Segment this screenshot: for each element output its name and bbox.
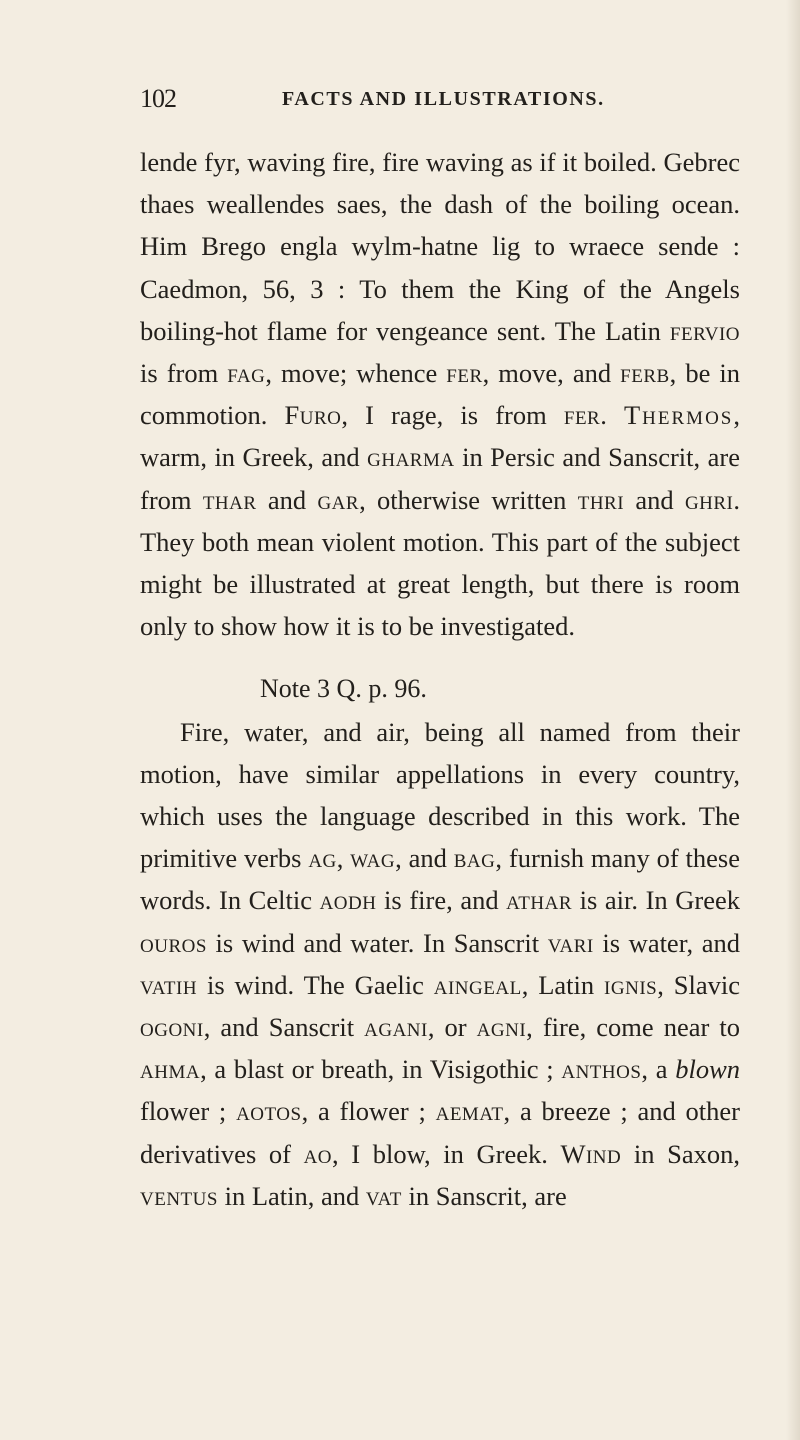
term-bag: bag (453, 843, 496, 874)
italic-blown: blown (675, 1054, 740, 1085)
term-vat: vat (365, 1180, 402, 1211)
note-paragraph: Fire, water, and air, being all named from their motion, have similar appellations in every country, which uses the language described in this work. The primitive verbs ag, wag, and bag, furnish many of these words. In Celtic aodh is fire, and athar is air. In Greek ouros is wind and water. In Sanscrit vari is water, and vatih is wind. The Gaelic aingeal, Latin ignis, Slavic ogoni, and Sanscrit agani, or agni, fire, come near to ahma, a blast or breath, in Visigothic ; anthos, a blown flower ; aotos, a flower ; aemat, a breeze ; and other derivatives of ao, I blow, in Greek. Wind in Saxon, ventus in Latin, and vat in Sanscrit, are (140, 716, 741, 1211)
term-gharma: gharma (367, 442, 455, 473)
term-ghri: ghri (684, 484, 734, 515)
term-wind: Wind (560, 1138, 622, 1169)
term-aotos: aotos (236, 1096, 302, 1127)
term-ahma: ahma (140, 1054, 201, 1085)
term-vatih: vatih (140, 969, 198, 1000)
page-number: 102 (140, 84, 176, 113)
term-fer: fer (446, 358, 483, 389)
term-aemat: aemat (435, 1096, 504, 1127)
term-athar: athar (506, 885, 573, 916)
term-gar: gar (317, 484, 360, 515)
term-furo: Furo (284, 400, 342, 431)
term-ventus: ventus (140, 1180, 218, 1211)
page-edge-shading (786, 0, 800, 1440)
term-vari: vari (547, 927, 594, 958)
term-ogoni: ogoni (140, 1012, 204, 1043)
term-thermos: Thermos (624, 400, 734, 431)
term-fer: fer (563, 400, 601, 431)
term-ag: ag (308, 843, 337, 874)
term-agni: agni (476, 1012, 527, 1043)
note-heading: Note 3 Q. p. 96. (260, 674, 427, 704)
page-header (140, 84, 740, 120)
running-head: FACTS AND ILLUSTRATIONS. (282, 88, 605, 110)
paragraph-continuation: lende fyr, waving fire, fire waving as if it boiled. Gebrec thaes weallendes saes, the dash of the boiling ocean. Him Brego engla wylm-hatne lig to wraece sende : Caedmon, 56, 3 : To them the King of the Angels boiling-hot flame for vengeance sent. The Latin fervio is from fag, move; whence fer, move, and ferb, be in commotion. Furo, I rage, is from fer. Thermos, warm, in Greek, and gharma in Persic and Sanscrit, are from thar and gar, otherwise written thri and ghri. They both mean violent motion. This part of the subject might be illustrated at great length, but there is room only to show how it is to be investigated. (140, 147, 741, 642)
term-ao: ao (303, 1138, 333, 1169)
term-ignis: ignis (604, 969, 658, 1000)
term-fervio: fervio (669, 315, 740, 346)
term-anthos: anthos (561, 1054, 642, 1085)
term-wag: wag (350, 843, 396, 874)
term-aingeal: aingeal (433, 969, 522, 1000)
term-ouros: ouros (140, 927, 207, 958)
term-fag: fag (227, 358, 266, 389)
term-agani: agani (364, 1012, 428, 1043)
body-text (140, 141, 740, 1217)
term-aodh: aodh (319, 885, 377, 916)
term-thri: thri (577, 484, 625, 515)
term-ferb: ferb (620, 358, 670, 389)
term-thar: thar (202, 484, 257, 515)
